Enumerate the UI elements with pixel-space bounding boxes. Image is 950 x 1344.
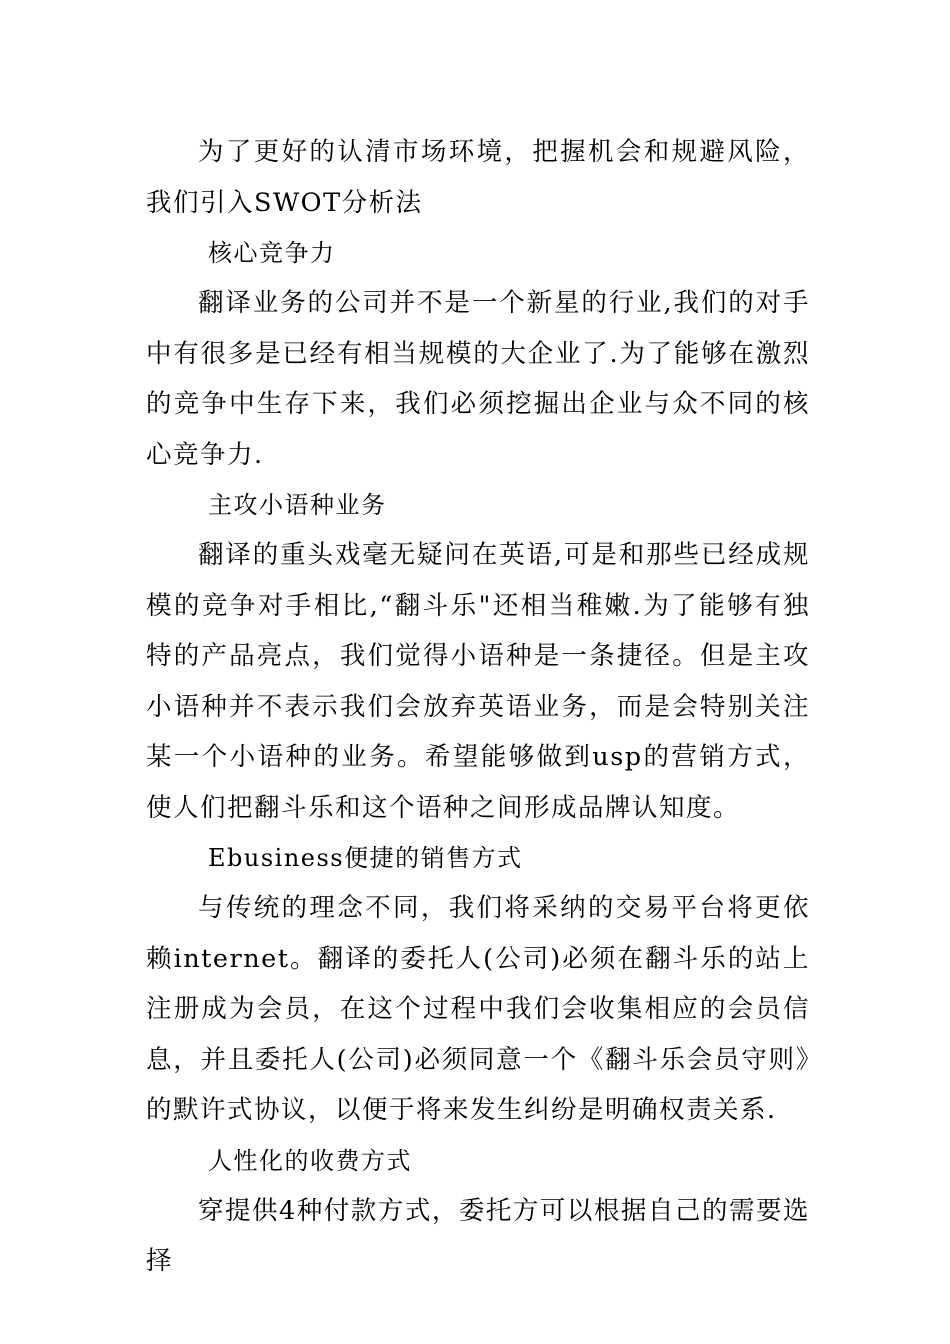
paragraph-core-competence: 翻译业务的公司并不是一个新星的行业,我们的对手中有很多是已经有相当规模的大企业了.为了能够在激烈的竞争中生存下来，我们必须挖掘出企业与众不同的核心竞争力. [146, 288, 810, 470]
paragraph-minor-languages: 翻译的重头戏毫无疑问在英语,可是和那些已经成规模的竞争对手相比,“翻斗乐"还相当稚嫩.为了能够有独特的产品亮点，我们觉得小语种是一条捷径。但是主攻小语种并不表示我们会放弃英语业务，而是会特别关注某一个小语种的业务。希望能够做到usp的营销方式，使人们把翻斗乐和这个语种之间形成品牌认知度。 [146, 540, 810, 823]
paragraph-fee-method: 穿提供4种付款方式，委托方可以根据自己的需要选择 [146, 1195, 810, 1276]
paragraph-swot-intro: 为了更好的认清市场环境，把握机会和规避风险，我们引入SWOT分析法 [146, 137, 810, 218]
heading-core-competence: 核心竞争力 [208, 239, 336, 267]
heading-minor-languages: 主攻小语种业务 [208, 491, 387, 519]
heading-fee-method: 人性化的收费方式 [208, 1146, 412, 1175]
paragraph-ebusiness: 与传统的理念不同，我们将采纳的交易平台将更依赖internet。翻译的委托人(公司)必须在翻斗乐的站上注册成为会员，在这个过程中我们会收集相应的会员信息，并且委托人(公司)必须同意一个《翻斗乐会员守则》的默许式协议，以便于将来发生纠纷是明确权责关系. [146, 893, 810, 1125]
heading-ebusiness: Ebusiness便捷的销售方式 [208, 844, 523, 872]
document-body [146, 127, 810, 1287]
